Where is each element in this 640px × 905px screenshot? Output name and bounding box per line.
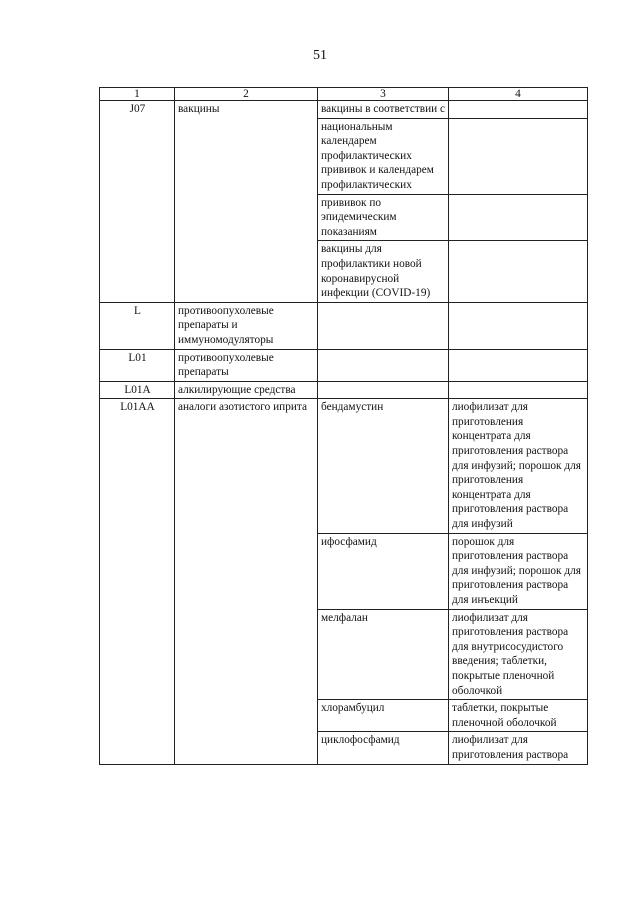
page-number: 51 <box>313 48 327 63</box>
dosage-forms: порошок для приготовления раствора для инфузий; порошок для приготовления раствора для инъекций <box>449 533 588 609</box>
dosage-forms <box>449 349 588 381</box>
group-name: противоопухолевые препараты и иммуномодуляторы <box>175 302 318 349</box>
drug-name: прививок по эпидемическим показаниям <box>318 194 449 241</box>
dosage-forms <box>449 194 588 241</box>
drug-name: национальным календарем профилактических прививок и календарем профилактических <box>318 118 449 194</box>
dosage-forms <box>449 241 588 302</box>
column-number-2: 2 <box>175 88 318 101</box>
drug-name: ифосфамид <box>318 533 449 609</box>
dosage-forms <box>449 302 588 349</box>
dosage-forms <box>449 381 588 399</box>
drug-name <box>318 381 449 399</box>
atc-code: L01A <box>100 381 175 399</box>
drug-name: мелфалан <box>318 609 449 700</box>
drug-name: вакцины для профилактики новой коронавирусной инфекции (COVID-19) <box>318 241 449 302</box>
atc-code: L01 <box>100 349 175 381</box>
group-name: противоопухолевые препараты <box>175 349 318 381</box>
dosage-forms: лиофилизат для приготовления раствора для внутрисосудистого введения; таблетки, покрытые пленочной оболочкой <box>449 609 588 700</box>
dosage-forms: лиофилизат для приготовления раствора <box>449 732 588 764</box>
column-number-row <box>100 88 588 101</box>
atc-code: L01AA <box>100 399 175 764</box>
column-number-4: 4 <box>449 88 588 101</box>
group-name: алкилирующие средства <box>175 381 318 399</box>
atc-code: J07 <box>100 101 175 303</box>
drug-name: бендамустин <box>318 399 449 533</box>
group-name: аналоги азотистого иприта <box>175 399 318 764</box>
drug-name <box>318 349 449 381</box>
drug-name: хлорамбуцил <box>318 700 449 732</box>
dosage-forms: лиофилизат для приготовления концентрата для приготовления раствора для инфузий; порошок для приготовления концентрата для приготовления раствора для инфузий <box>449 399 588 533</box>
dosage-forms: таблетки, покрытые пленочной оболочкой <box>449 700 588 732</box>
table-row <box>100 381 588 399</box>
group-name: вакцины <box>175 101 318 303</box>
dosage-forms <box>449 118 588 194</box>
drug-name: циклофосфамид <box>318 732 449 764</box>
drug-name: вакцины в соответствии с <box>318 101 449 119</box>
column-number-3: 3 <box>318 88 449 101</box>
drug-name <box>318 302 449 349</box>
column-number-1: 1 <box>100 88 175 101</box>
table-row <box>100 349 588 381</box>
dosage-forms <box>449 101 588 119</box>
table-row <box>100 101 588 119</box>
drug-table <box>99 87 588 765</box>
table-row <box>100 302 588 349</box>
atc-code: L <box>100 302 175 349</box>
table-row <box>100 399 588 533</box>
